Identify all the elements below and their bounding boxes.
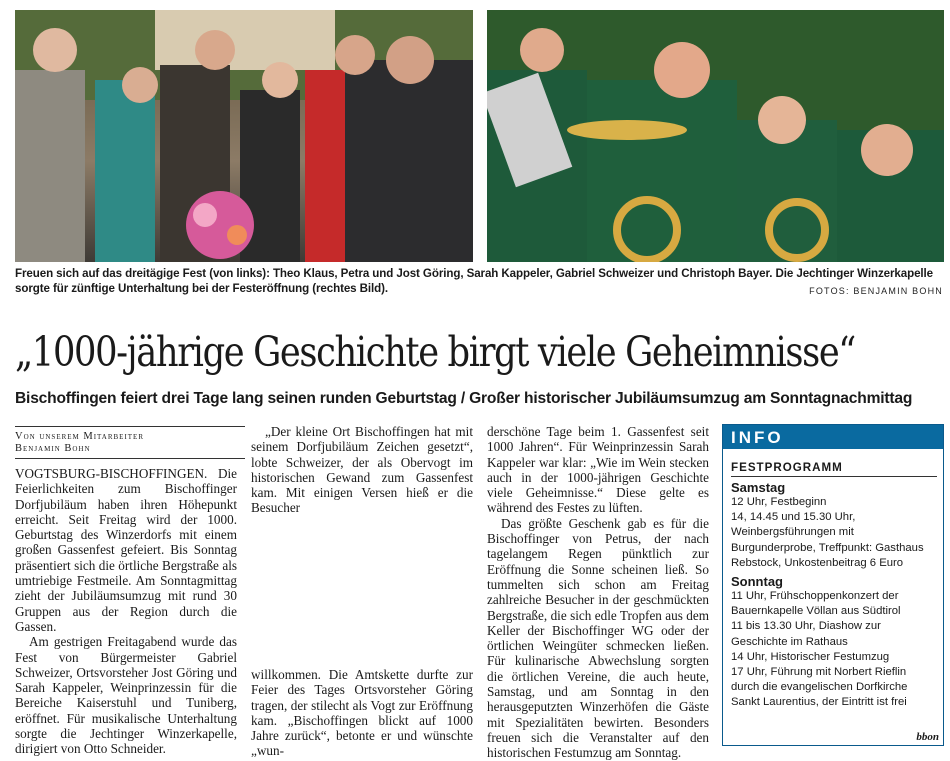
byline bbox=[15, 426, 245, 459]
article-column-3 bbox=[487, 424, 709, 761]
article-paragraph: VOGTSBURG-BISCHOFFINGEN. Die Feierlichkeiten zum Bischoffinger Dorfjubiläum haben ihren Höhepunkt erreicht. Seit Freitag wird der 1000. Geburtstag des Winzerdorfs mit einem großen Gassenfest gefeiert. Bis Sonntag präsentiert sich die örtliche Bergstraße als umtriebige Festmeile. Am Sonntagmittag zieht der Jubiläumsumzug mit rund 30 Gruppen aus der Region durch die Gassen. bbox=[15, 466, 237, 634]
article-paragraph: „Der kleine Ort Bischoffingen hat mit seinem Dorfjubiläum Zeichen gesetzt“, lobte Schweizer, der als Obervogt im historischen Gewand zum Gassenfest kam. Mit einigen Versen hieß er die Besucher bbox=[251, 424, 473, 516]
photo-credit: FOTOS: BENJAMIN BOHN bbox=[809, 286, 943, 296]
article-paragraph: derschöne Tage beim 1. Gassenfest seit 1000 Jahren“. Für Weinprinzessin Sarah Kappeler war klar: „Wie im Wein stecken auch in der 1000-jährigen Geschichte viele Geheimnisse.“ Diese gelte es während des Festes zu lüften. bbox=[487, 424, 709, 516]
photo-brass-band bbox=[487, 10, 944, 262]
info-title: FESTPROGRAMM bbox=[731, 461, 937, 477]
info-item: 11 Uhr, Frühschoppenkonzert der Bauernkapelle Völlan aus Südtirol bbox=[731, 590, 901, 618]
article-paragraph: Das größte Geschenk gab es für die Bischoffinger von Petrus, der nach tagelangem Regen pünktlich zur Eröffnung die Sonne scheinen ließ. So tummelten sich schon am Freitag zahlreiche Besucher in der geschmückten Bergstraße, die sich edle Tropfen aus dem Keller der Bischoffinger WG oder der örtlichen Weingüter schmecken ließen. Für kulinarische Abwechslung sorgten die örtlichen Vereine, die auch heute, Samstag, und am Sonntag in den herausgeputzten Winzerhöfen die Gäste mit Spezialitäten bewirten. Besonders freuen sich die Veranstalter auf den historischen Festumzug am Sonntag. bbox=[487, 515, 709, 761]
headline: „1000-jährige Geschichte birgt viele Geheimnisse“ bbox=[15, 328, 855, 376]
subheadline: Bischoffingen feiert drei Tage lang seinen runden Geburtstag / Großer historischer Jubiläumsumzug am Sonntagnachmittag bbox=[15, 390, 913, 407]
info-item: 12 Uhr, Festbeginn bbox=[731, 496, 827, 508]
info-item: 14, 14.45 und 15.30 Uhr, Weinbergsführungen mit Burgunderprobe, Treffpunkt: Gasthaus Rebstock, Unkostenbeitrag 6 Euro bbox=[731, 511, 924, 569]
info-day-saturday: Samstag bbox=[731, 480, 786, 495]
photo-caption: Freuen sich auf das dreitägige Fest (von links): Theo Klaus, Petra und Jost Göring, Sarah Kappeler, Gabriel Schweizer und Christoph Bayer. Die Jechtinger Winzerkapelle sorgte für zünftige Unterhaltung bei der Festeröffnung (rechtes Bild). bbox=[15, 267, 934, 295]
info-header: INFO bbox=[723, 425, 943, 449]
byline-author: Benjamin Bohn bbox=[15, 443, 91, 454]
photo-opening-toast bbox=[15, 10, 473, 262]
info-item: 14 Uhr, Historischer Festumzug bbox=[731, 650, 890, 663]
info-item: 11 bis 13.30 Uhr, Diashow zur Geschichte im Rathaus bbox=[731, 620, 881, 648]
article-paragraph: willkommen. Die Amtskette durfte zur Feier des Tages Ortsvorsteher Göring tragen, der stilecht als Vogt zur Eröffnung kam. „Bischoffingen blickt auf 1000 Jahre zurück“, betonte er und wünschte „wun- bbox=[251, 667, 473, 759]
article-column-2-bottom bbox=[251, 667, 473, 759]
info-box bbox=[722, 424, 944, 746]
author-signature: bbon bbox=[916, 731, 939, 743]
info-item: 17 Uhr, Führung mit Norbert Rieflin durch die evangelischen Dorfkirche Sankt Laurentius, der Eintritt ist frei bbox=[731, 666, 908, 709]
article-paragraph: Am gestrigen Freitagabend wurde das Fest von Bürgermeister Gabriel Schweizer, Ortsvorsteher Jost Göring und Sarah Kappeler, Weinprinzessin für die Bereiche Kaiserstuhl und Tuniberg, eröffnet. Für musikalische Unterhaltung sorgte die Jechtinger Winzerkapelle, dirigiert von Otto Schneider. bbox=[15, 634, 237, 757]
info-day-sunday: Sonntag bbox=[731, 574, 783, 590]
article-column-2-top bbox=[251, 424, 473, 516]
article-column-1 bbox=[15, 466, 237, 757]
byline-line1: Von unserem Mitarbeiter bbox=[15, 431, 144, 442]
